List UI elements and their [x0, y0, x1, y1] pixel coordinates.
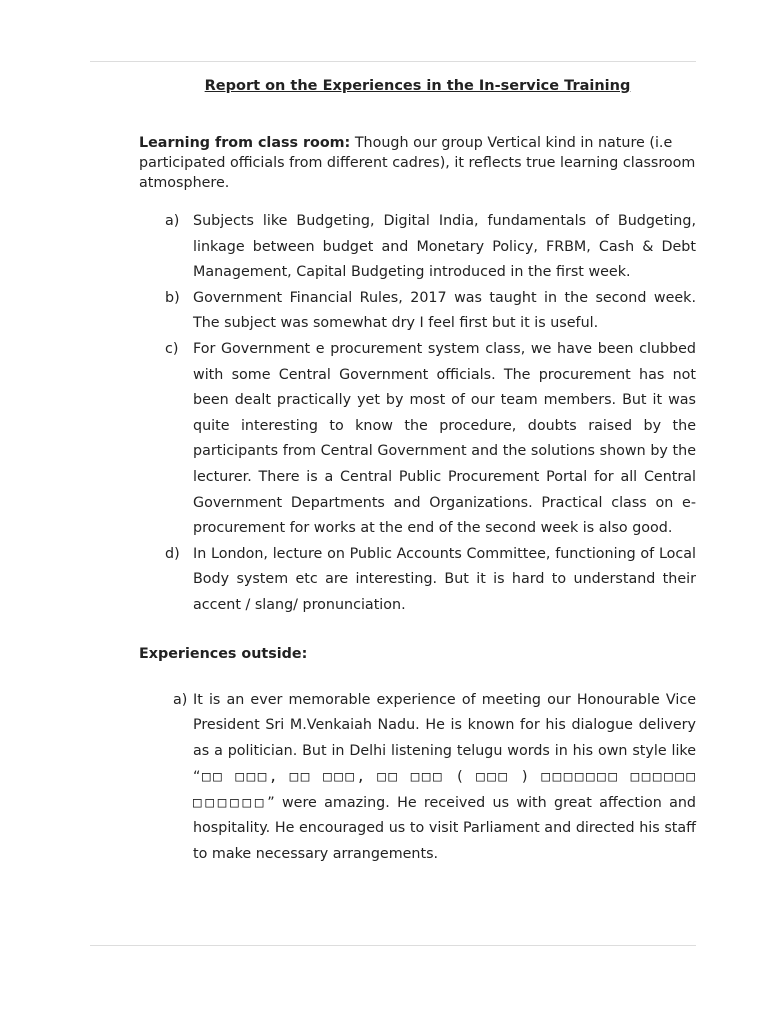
- list-marker: d): [165, 545, 180, 562]
- list-item: [139, 542, 696, 619]
- list-item: [139, 209, 696, 286]
- intro-paragraph: [139, 133, 696, 193]
- unrendered-telugu-text: □□ □□□, □□ □□□, □□ □□□ ( □□□ ) □□□□□□□ □□□□□□ □□□□□□: [193, 768, 696, 811]
- list-item-text: In London, lecture on Public Accounts Committee, functioning of Local Body system etc are interesting. But it is hard to understand their accent / slang/ pronunciation.: [193, 545, 696, 613]
- list-marker: a): [173, 691, 188, 708]
- list-item: [139, 688, 696, 869]
- list-item-text: Government Financial Rules, 2017 was taught in the second week. The subject was somewhat dry I feel first but it is useful.: [193, 289, 696, 332]
- bottom-divider: [90, 945, 696, 946]
- outside-list: [139, 688, 696, 869]
- list-item-text: For Government e procurement system class, we have been clubbed with some Central Government officials. The procurement has not been dealt practically yet by most of our team members. But it was quite interesting to know the procedure, doubts raised by the participants from Central Government and the solutions shown by the lecturer. There is a Central Public Procurement Portal for all Central Government Departments and Organizations. Practical class on e-procurement for works at the end of the second week is also good.: [193, 340, 696, 537]
- top-divider: [90, 61, 696, 62]
- intro-heading: Learning from class room:: [139, 135, 351, 151]
- list-item-text: Subjects like Budgeting, Digital India, fundamentals of Budgeting, linkage between budget and Monetary Policy, FRBM, Cash & Debt Management, Capital Budgeting introduced in the first week.: [193, 213, 696, 281]
- list-marker: a): [165, 213, 180, 229]
- section-heading: Experiences outside:: [139, 645, 308, 662]
- list-item-text-after: ” were amazing. He received us with great affection and hospitality. He encouraged us to visit Parliament and directed his staff to make necessary arrangements.: [193, 794, 696, 863]
- document-page: [139, 76, 696, 868]
- list-item-text-before: It is an ever memorable experience of meeting our Honourable Vice President Sri M.Venkaiah Nadu. He is known for his dialogue delivery as a politician. But in Delhi listening telugu words in his own style like “: [193, 691, 696, 785]
- list-item: [139, 286, 696, 337]
- list-item: [139, 337, 696, 542]
- report-title: Report on the Experiences in the In-service Training: [204, 78, 631, 94]
- list-marker: b): [165, 289, 180, 306]
- intro-text: Though our group Vertical kind in nature (i.e participated officials from different cadres), it reflects true learning classroom atmosphere.: [139, 135, 696, 191]
- classroom-list: [139, 209, 696, 619]
- list-marker: c): [165, 340, 179, 357]
